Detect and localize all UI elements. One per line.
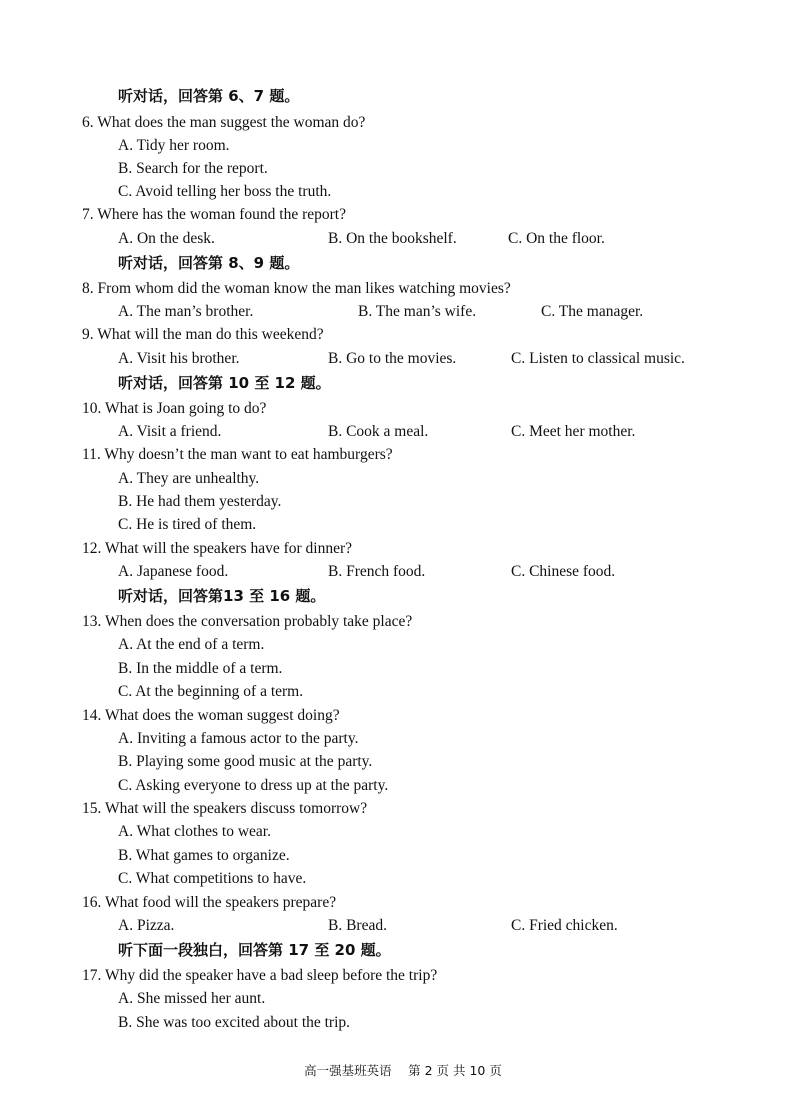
section-heading: 听对话，回答第 10 至 12 题。 (118, 374, 331, 392)
option-8c: C. The manager. (541, 303, 644, 320)
option-8a: A. The man’s brother. (118, 303, 254, 320)
option-10c: C. Meet her mother. (511, 423, 636, 440)
option-16b: B. Bread. (328, 917, 387, 934)
option-13a: A. At the end of a term. (118, 636, 265, 653)
option-16c: C. Fried chicken. (511, 917, 618, 934)
question-13: 13. When does the conversation probably take place? (82, 613, 413, 630)
option-11a: A. They are unhealthy. (118, 470, 260, 487)
option-11b: B. He had them yesterday. (118, 493, 282, 510)
question-17: 17. Why did the speaker have a bad sleep before the trip? (82, 967, 438, 984)
option-15a: A. What clothes to wear. (118, 823, 271, 840)
option-14b: B. Playing some good music at the party. (118, 753, 373, 770)
option-8b: B. The man’s wife. (358, 303, 477, 320)
option-15c: C. What competitions to have. (118, 870, 307, 887)
page-footer: 高一强基班英语 第 2 页 共 10 页 (304, 1063, 502, 1078)
option-14a: A. Inviting a famous actor to the party. (118, 730, 359, 747)
option-12c: C. Chinese food. (511, 563, 616, 580)
question-6: 6. What does the man suggest the woman do? (82, 114, 366, 131)
option-7c: C. On the floor. (508, 230, 605, 247)
option-10b: B. Cook a meal. (328, 423, 429, 440)
section-heading: 听对话，回答第 6、7 题。 (118, 87, 300, 105)
option-9b: B. Go to the movies. (328, 350, 457, 367)
option-6a: A. Tidy her room. (118, 137, 230, 154)
question-9: 9. What will the man do this weekend? (82, 326, 324, 343)
question-12: 12. What will the speakers have for dinner? (82, 540, 353, 557)
option-7a: A. On the desk. (118, 230, 215, 247)
option-9c: C. Listen to classical music. (511, 350, 685, 367)
option-15b: B. What games to organize. (118, 847, 290, 864)
option-13c: C. At the beginning of a term. (118, 683, 304, 700)
option-13b: B. In the middle of a term. (118, 660, 283, 677)
question-16: 16. What food will the speakers prepare? (82, 894, 337, 911)
section-heading: 听对话，回答第 8、9 题。 (118, 254, 300, 272)
option-6b: B. Search for the report. (118, 160, 268, 177)
question-11: 11. Why doesn’t the man want to eat hamburgers? (82, 446, 393, 463)
option-14c: C. Asking everyone to dress up at the party. (118, 777, 389, 794)
option-12a: A. Japanese food. (118, 563, 229, 580)
option-16a: A. Pizza. (118, 917, 175, 934)
section-heading: 听对话，回答第13 至 16 题。 (118, 587, 326, 605)
option-6c: C. Avoid telling her boss the truth. (118, 183, 332, 200)
question-14: 14. What does the woman suggest doing? (82, 707, 340, 724)
question-10: 10. What is Joan going to do? (82, 400, 267, 417)
section-heading: 听下面一段独白，回答第 17 至 20 题。 (118, 941, 391, 959)
option-9a: A. Visit his brother. (118, 350, 240, 367)
question-15: 15. What will the speakers discuss tomorrow? (82, 800, 368, 817)
question-7: 7. Where has the woman found the report? (82, 206, 346, 223)
option-12b: B. French food. (328, 563, 426, 580)
option-11c: C. He is tired of them. (118, 516, 257, 533)
question-8: 8. From whom did the woman know the man likes watching movies? (82, 280, 511, 297)
option-17a: A. She missed her aunt. (118, 990, 266, 1007)
option-10a: A. Visit a friend. (118, 423, 222, 440)
option-17b: B. She was too excited about the trip. (118, 1014, 351, 1031)
option-7b: B. On the bookshelf. (328, 230, 457, 247)
